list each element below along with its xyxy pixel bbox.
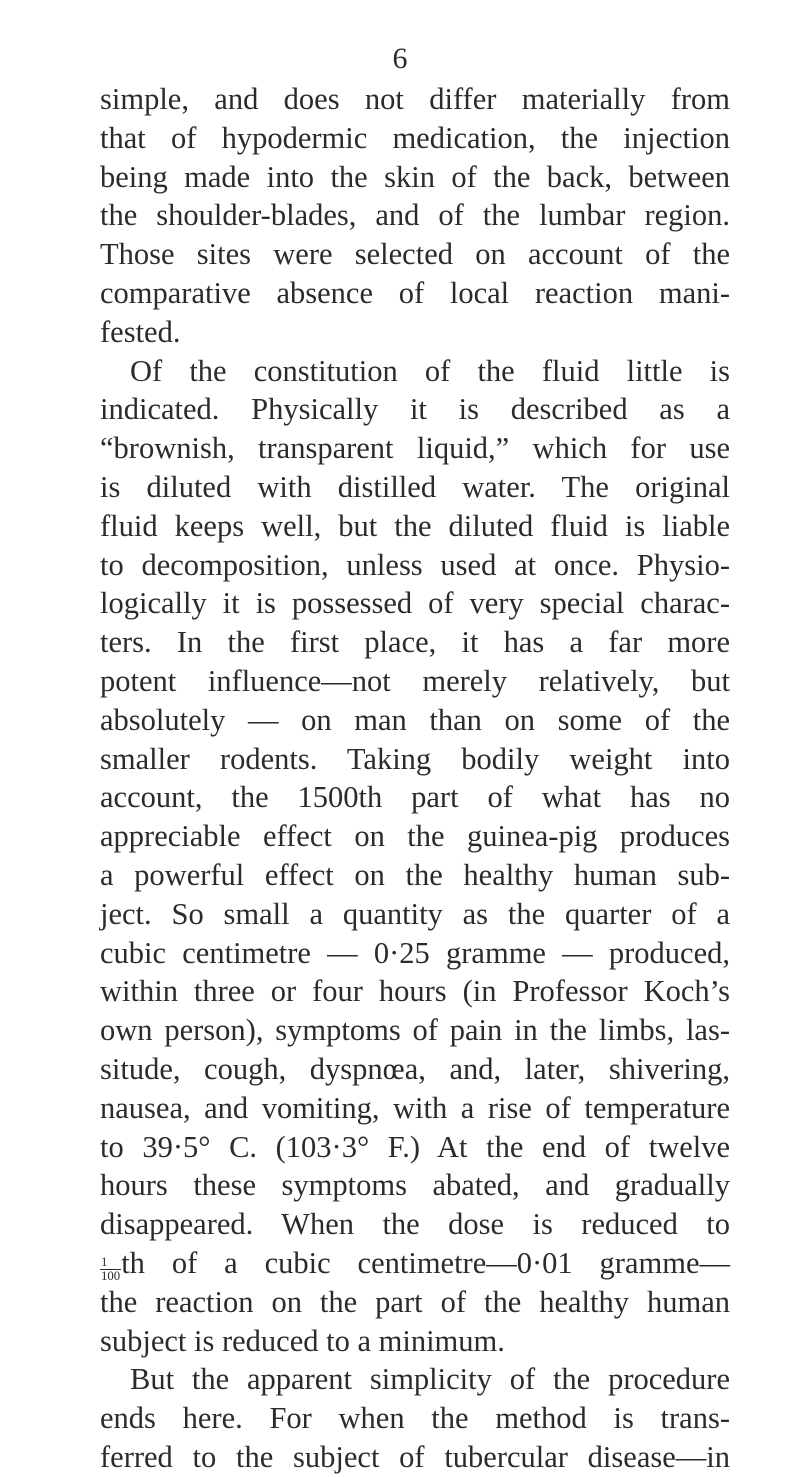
line-text: nausea, and vomiting, with a rise of temperature bbox=[100, 1090, 730, 1125]
line-text: that of hypodermic medication, the injection bbox=[100, 120, 730, 155]
text-line bbox=[100, 1438, 730, 1477]
text-line bbox=[100, 352, 730, 391]
text-line bbox=[100, 972, 730, 1011]
text-line bbox=[100, 546, 730, 585]
line-text: ends here. For when the method is trans- bbox=[100, 1401, 730, 1436]
text-line bbox=[100, 1128, 730, 1167]
text-line bbox=[100, 235, 730, 274]
fraction bbox=[100, 1256, 121, 1283]
line-text: being made into the skin of the back, between bbox=[100, 159, 730, 194]
page-number: 6 bbox=[392, 42, 408, 75]
line-text: logically it is possessed of very special charac- bbox=[100, 586, 730, 621]
text-line bbox=[100, 468, 730, 507]
line-text: to 39·5° C. (103·3° F.) At the end of twelve bbox=[100, 1129, 730, 1164]
line-text: Of the constitution of the fluid little is bbox=[130, 353, 730, 388]
line-text: subject is reduced to a minimum. bbox=[100, 1323, 505, 1358]
line-text: the reaction on the part of the healthy human bbox=[100, 1284, 730, 1319]
text-line bbox=[100, 1205, 730, 1244]
text-line bbox=[100, 662, 730, 701]
text-line bbox=[100, 623, 730, 662]
line-text: disappeared. When the dose is reduced to bbox=[100, 1207, 730, 1242]
line-text: own person), symptoms of pain in the limbs, las- bbox=[100, 1013, 730, 1048]
text-line bbox=[100, 119, 730, 158]
line-text: account, the 1500th part of what has no bbox=[100, 780, 730, 815]
line-text: indicated. Physically it is described as a bbox=[100, 392, 730, 427]
line-text: absolutely — on man than on some of the bbox=[100, 702, 730, 737]
line-text: cubic centimetre — 0·25 gramme — produced, bbox=[100, 935, 730, 970]
text-line bbox=[100, 1011, 730, 1050]
line-text: hours these symptoms abated, and gradually bbox=[100, 1168, 730, 1203]
text-line bbox=[100, 856, 730, 895]
line-text: ject. So small a quantity as the quarter of a bbox=[100, 896, 730, 931]
text-line bbox=[100, 1244, 730, 1283]
line-text: a powerful effect on the healthy human sub- bbox=[100, 857, 730, 892]
text-line bbox=[100, 158, 730, 197]
line-text: comparative absence of local reaction mani- bbox=[100, 275, 730, 310]
line-text: fluid keeps well, but the diluted fluid is liable bbox=[100, 508, 730, 543]
text-line bbox=[100, 934, 730, 973]
line-text: “brownish, transparent liquid,” which for use bbox=[100, 431, 730, 466]
line-text: ters. In the first place, it has a far more bbox=[100, 625, 730, 660]
line-text: Those sites were selected on account of the bbox=[100, 237, 730, 272]
line-text: to decomposition, unless used at once. Physio- bbox=[100, 547, 730, 582]
text-line bbox=[100, 313, 730, 352]
text-line bbox=[100, 1166, 730, 1205]
text-line bbox=[100, 584, 730, 623]
line-text: is diluted with distilled water. The original bbox=[100, 469, 730, 504]
line-text: potent influence—not merely relatively, but bbox=[100, 663, 730, 698]
fraction-denominator: 100 bbox=[101, 1268, 121, 1283]
line-text: appreciable effect on the guinea-pig produces bbox=[100, 819, 730, 854]
line-text: fested. bbox=[100, 314, 181, 349]
line-text: smaller rodents. Taking bodily weight into bbox=[100, 741, 730, 776]
text-line bbox=[100, 429, 730, 468]
fraction-numerator: 1 bbox=[100, 1256, 121, 1270]
text-line bbox=[100, 817, 730, 856]
text-line bbox=[100, 390, 730, 429]
body-text bbox=[100, 80, 730, 1477]
text-line bbox=[100, 1399, 730, 1438]
line-text: But the apparent simplicity of the procedure bbox=[130, 1362, 730, 1397]
text-line bbox=[100, 778, 730, 817]
line-text: situde, cough, dyspnœa, and, later, shivering, bbox=[100, 1051, 730, 1086]
text-line bbox=[100, 740, 730, 779]
line-text: ferred to the subject of tubercular disease—in bbox=[100, 1439, 730, 1474]
line-text: within three or four hours (in Professor Koch’s bbox=[100, 974, 730, 1009]
text-line bbox=[100, 80, 730, 119]
line-text: th of a cubic centimetre—0·01 gramme— bbox=[121, 1245, 730, 1280]
text-line bbox=[100, 895, 730, 934]
text-line bbox=[100, 701, 730, 740]
text-line bbox=[100, 1050, 730, 1089]
text-line bbox=[100, 196, 730, 235]
text-line bbox=[100, 507, 730, 546]
text-line bbox=[100, 1322, 730, 1361]
text-line bbox=[100, 1089, 730, 1128]
text-line bbox=[100, 1360, 730, 1399]
line-text: the shoulder-blades, and of the lumbar region. bbox=[100, 198, 730, 233]
text-line bbox=[100, 274, 730, 313]
line-text: simple, and does not differ materially from bbox=[100, 82, 730, 116]
